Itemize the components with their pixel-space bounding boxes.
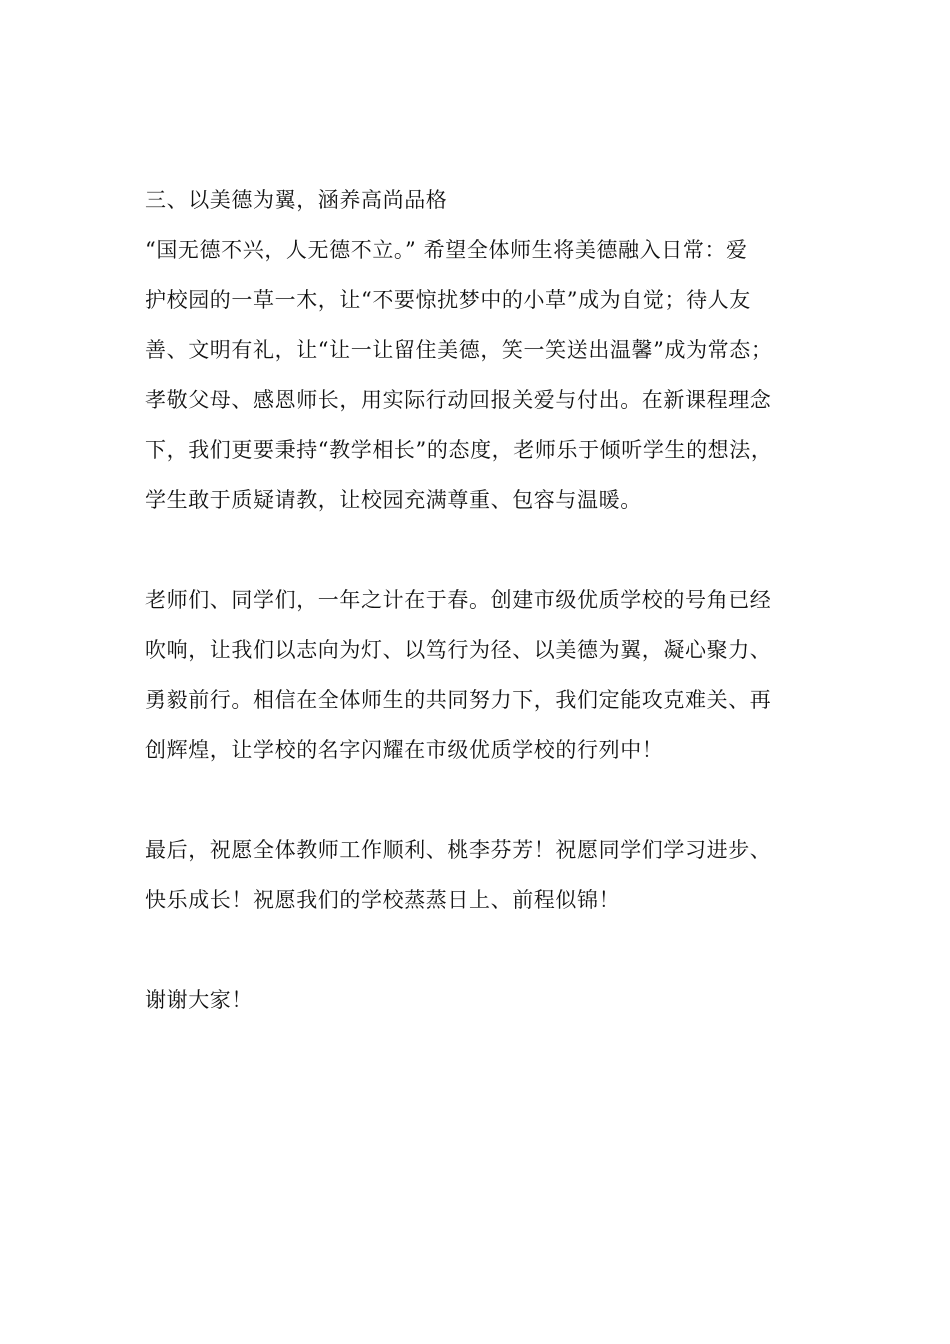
paragraph-3-line-1: 最后，祝愿全体教师工作顺利、桃李芬芳！祝愿同学们学习进步、	[145, 838, 772, 862]
paragraph-1-line-5: 下，我们更要秉持“教学相长”的态度，老师乐于倾听学生的想法，	[145, 438, 773, 462]
paragraph-3-line-2: 快乐成长！祝愿我们的学校蒸蒸日上、前程似锦！	[145, 888, 621, 912]
paragraph-1-line-3: 善、文明有礼，让“让一让留住美德，笑一笑送出温馨”成为常态；	[145, 338, 773, 362]
paragraph-1-line-4: 孝敬父母、感恩师长，用实际行动回报关爱与付出。在新课程理念	[145, 388, 772, 412]
paragraph-1-line-1: “国无德不兴，人无德不立。” 希望全体师生将美德融入日常：爱	[145, 238, 748, 262]
closing-line: 谢谢大家！	[145, 988, 253, 1012]
paragraph-2-line-2: 吹响，让我们以志向为灯、以笃行为径、以美德为翼，凝心聚力、	[145, 638, 772, 662]
section-heading: 三、以美德为翼，涵养高尚品格	[145, 188, 448, 212]
paragraph-2-line-1: 老师们、同学们，一年之计在于春。创建市级优质学校的号角已经	[145, 588, 772, 612]
paragraph-1-line-6: 学生敢于质疑请教，让校园充满尊重、包容与温暖。	[145, 488, 642, 512]
paragraph-2-line-3: 勇毅前行。相信在全体师生的共同努力下，我们定能攻克难关、再	[145, 688, 772, 712]
paragraph-2-line-4: 创辉煌，让学校的名字闪耀在市级优质学校的行列中！	[145, 738, 664, 762]
paragraph-1-line-2: 护校园的一草一木，让“不要惊扰梦中的小草”成为自觉；待人友	[145, 288, 751, 312]
